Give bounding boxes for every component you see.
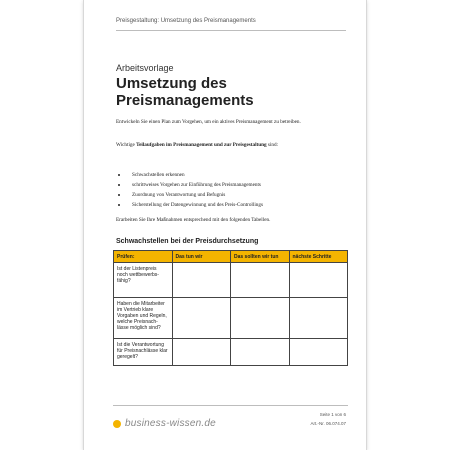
table-cell[interactable] — [172, 339, 231, 366]
list-item — [116, 180, 346, 190]
list-item-text: Zuordnung von Verantwortung und Befugnis — [132, 192, 226, 198]
column-header: Das tun wir — [172, 251, 231, 263]
tasks-lead: Wichtige — [116, 142, 137, 148]
list-item-text: Sicherstellung der Datengewinnung und des Preis-Controllings — [132, 202, 263, 208]
row-question: Ist der Listenpreis noch wettbewerbs-fähig? — [114, 263, 173, 298]
document-title: Umsetzung des Preismanagements — [116, 75, 254, 109]
table-cell[interactable] — [289, 298, 348, 339]
table-row — [114, 298, 348, 339]
footer-divider — [113, 405, 348, 406]
table-cell[interactable] — [231, 339, 290, 366]
table-cell[interactable] — [289, 339, 348, 366]
list-item-text: Schwachstellen erkennen — [132, 172, 185, 178]
list-item-text: schrittweises Vorgehen zur Einführung des Preismanagements — [132, 182, 261, 188]
header-divider — [116, 30, 346, 31]
closing-paragraph: Erarbeiten Sie Ihre Maßnahmen entsprechend mit den folgenden Tabellen. — [116, 217, 271, 223]
tasks-bold: Teilaufgaben im Preismanagement und zur Preisgestaltung — [136, 142, 267, 148]
intro-paragraph: Entwickeln Sie einen Plan zum Vorgehen, um ein aktives Preismanagement zu betreiben. — [116, 119, 301, 125]
row-question: Ist die Verantwortung für Preisnachlässe klar geregelt? — [114, 339, 173, 366]
table-cell[interactable] — [231, 298, 290, 339]
table-row — [114, 263, 348, 298]
table-cell[interactable] — [231, 263, 290, 298]
column-header: Das sollten wir tun — [231, 251, 290, 263]
bullet-icon — [118, 184, 120, 186]
table-heading: Schwachstellen bei der Preisdurchsetzung — [116, 238, 259, 245]
document-subtitle: Arbeitsvorlage — [116, 63, 174, 73]
page-number: Seite 1 von 6 — [319, 412, 346, 417]
weakness-table — [113, 250, 348, 366]
table-cell[interactable] — [172, 298, 231, 339]
task-list — [116, 170, 346, 210]
article-number: Art.-Nr. 06.074.07 — [310, 421, 346, 426]
column-header: nächste Schritte — [289, 251, 348, 263]
list-item — [116, 200, 346, 210]
table-cell[interactable] — [289, 263, 348, 298]
column-header: Prüfen: — [114, 251, 173, 263]
bullet-icon — [118, 204, 120, 206]
row-question: Haben die Mitarbeiter im Vertrieb klare Vorgaben und Regeln, welche Preisnach-lässe möglich sind? — [114, 298, 173, 339]
running-header: Preisgestaltung: Umsetzung des Preismanagements — [116, 18, 256, 24]
bullet-icon — [118, 194, 120, 196]
table-row — [114, 339, 348, 366]
table-header-row — [114, 251, 348, 263]
list-item — [116, 190, 346, 200]
tasks-tail: sind: — [266, 142, 279, 148]
table-cell[interactable] — [172, 263, 231, 298]
list-item — [116, 170, 346, 180]
logo-dot-icon — [113, 420, 121, 428]
tasks-paragraph — [116, 141, 346, 149]
bullet-icon — [118, 174, 120, 176]
brand-logo: business-wissen.de — [125, 418, 216, 429]
